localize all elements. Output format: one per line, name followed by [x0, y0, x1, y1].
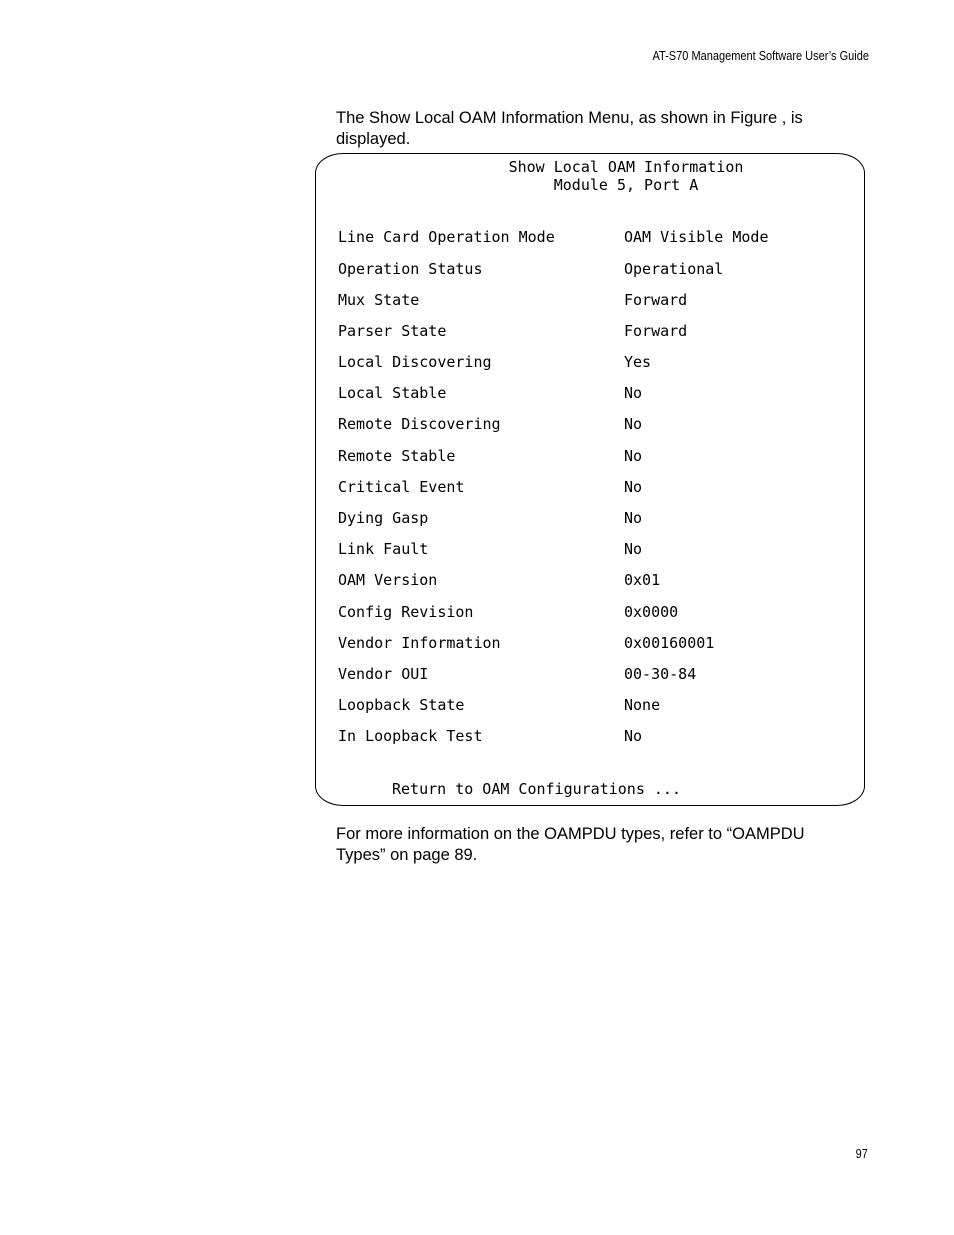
intro-paragraph: The Show Local OAM Information Menu, as shown in Figure , is displayed.	[336, 109, 803, 148]
row-value: No	[624, 447, 643, 465]
return-to-oam-configurations-option[interactable]: Return to OAM Configurations ...	[392, 780, 681, 798]
row-value: No	[624, 415, 643, 433]
row-label: Parser State	[338, 322, 447, 340]
row-label: Vendor Information	[338, 634, 501, 652]
row-value: 0x00160001	[624, 634, 715, 652]
screen-title: Show Local OAM Information	[508, 158, 744, 176]
row-value: OAM Visible Mode	[624, 228, 769, 246]
row-label: Remote Stable	[338, 447, 456, 465]
row-label: Loopback State	[338, 696, 465, 714]
row-value: Forward	[624, 291, 688, 309]
row-value: None	[624, 696, 661, 714]
row-value: 0x0000	[624, 603, 679, 621]
running-header: AT-S70 Management Software User’s Guide	[652, 49, 869, 63]
row-label: Mux State	[338, 291, 420, 309]
page-number: 97	[855, 1147, 868, 1161]
row-label: In Loopback Test	[338, 727, 483, 745]
row-label: Critical Event	[338, 478, 465, 496]
row-value: No	[624, 478, 643, 496]
row-value: Forward	[624, 322, 688, 340]
row-label: OAM Version	[338, 571, 438, 589]
row-label: Local Stable	[338, 384, 447, 402]
terminal-screen-frame	[315, 153, 865, 806]
row-value: No	[624, 509, 643, 527]
row-value: No	[624, 540, 643, 558]
row-label: Operation Status	[338, 260, 483, 278]
row-label: Line Card Operation Mode	[338, 228, 555, 246]
row-value: No	[624, 384, 643, 402]
row-label: Vendor OUI	[338, 665, 429, 683]
row-value: Operational	[624, 260, 724, 278]
row-value: 00-30-84	[624, 665, 697, 683]
row-label: Remote Discovering	[338, 415, 501, 433]
row-label: Local Discovering	[338, 353, 492, 371]
outro-paragraph: For more information on the OAMPDU types, refer to “OAMPDU Types” on page 89.	[336, 825, 805, 864]
screen-subtitle: Module 5, Port A	[553, 176, 699, 194]
row-value: Yes	[624, 353, 652, 371]
row-label: Dying Gasp	[338, 509, 429, 527]
row-label: Config Revision	[338, 603, 474, 621]
row-value: 0x01	[624, 571, 661, 589]
row-value: No	[624, 727, 643, 745]
row-label: Link Fault	[338, 540, 429, 558]
